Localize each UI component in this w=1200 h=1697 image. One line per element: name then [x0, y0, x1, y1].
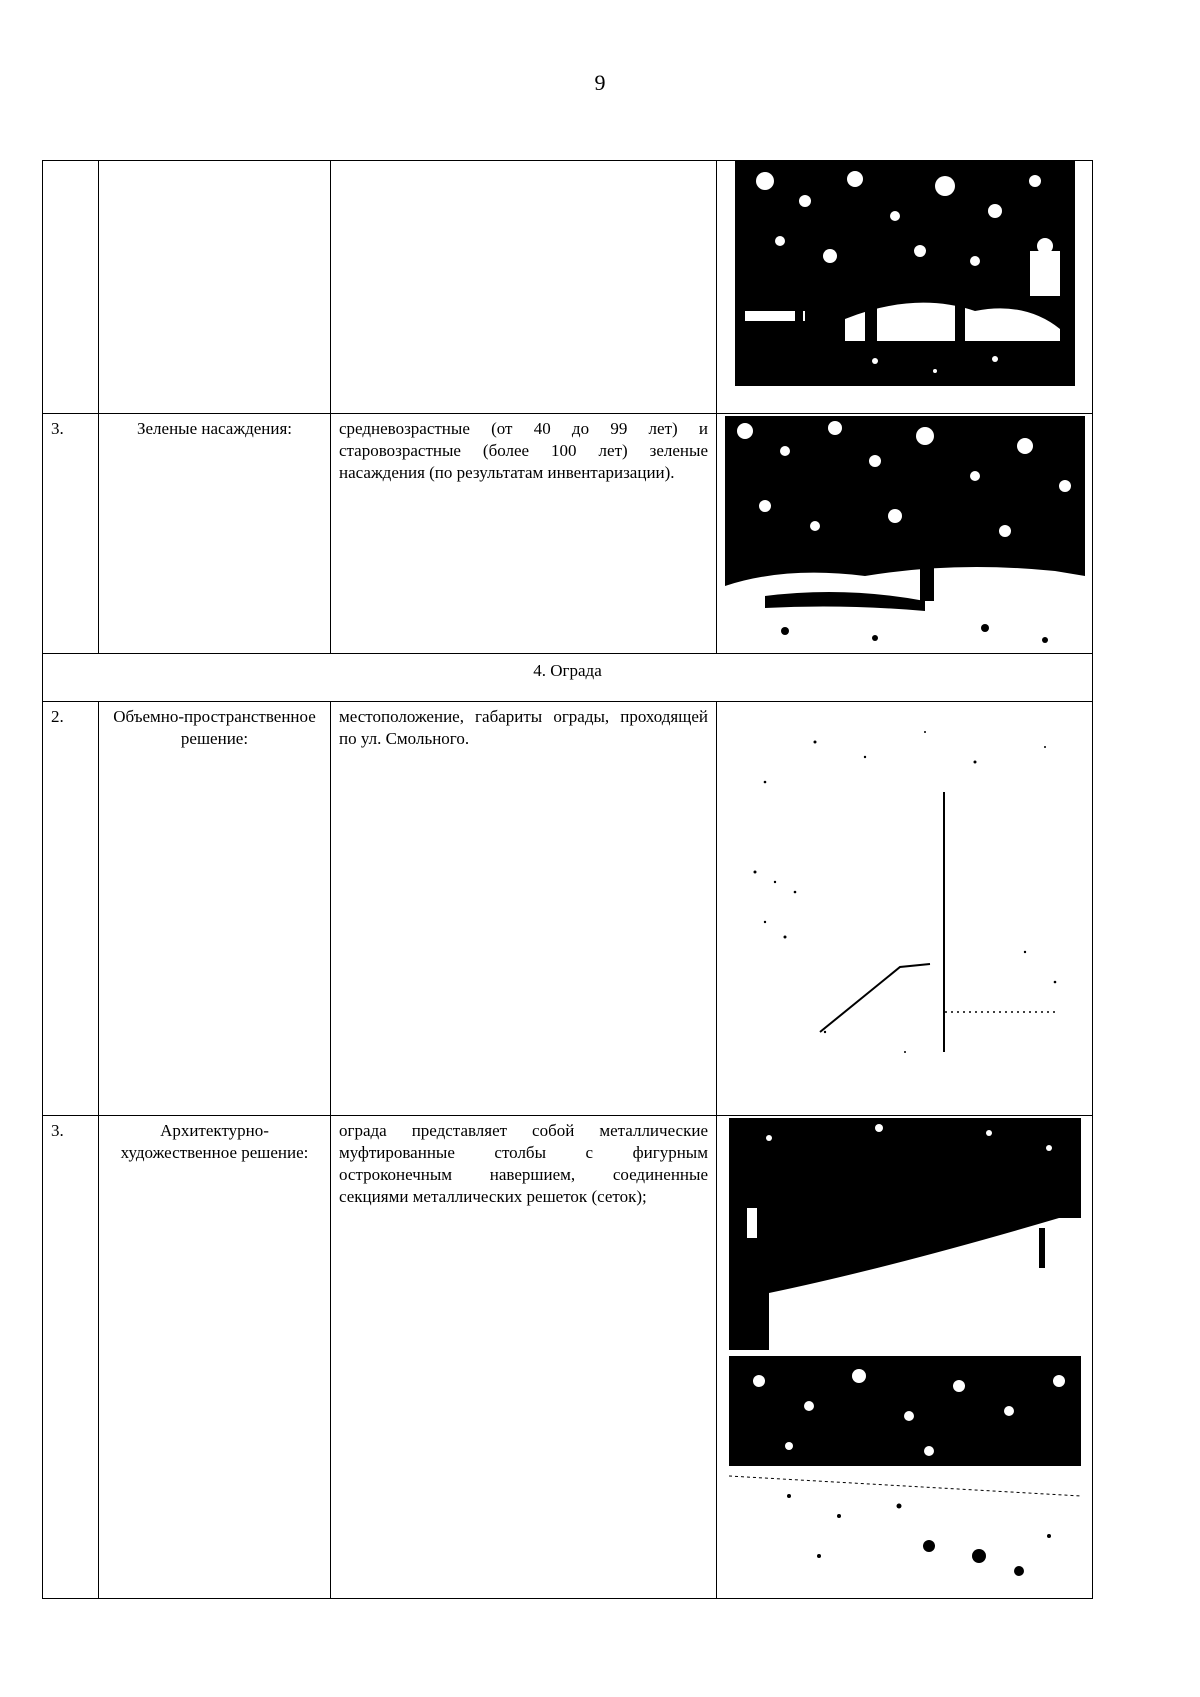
row-description: средневозрастные (от 40 до 99 лет) и старовозрастные (более 100 лет) зеленые насаждения (по результатам инвентаризации). [331, 414, 717, 654]
table-row [43, 1116, 1093, 1599]
photo-cell [717, 161, 1093, 414]
green-spaces-photo [725, 416, 1085, 648]
row-title: Объемно-пространственное решение: [99, 702, 331, 1116]
photo-cell [717, 414, 1093, 654]
table-row [43, 161, 1093, 414]
section-header-row [43, 654, 1093, 702]
fence-snow-photo [725, 702, 1085, 1102]
fence-grating-photo [729, 1356, 1081, 1588]
row-title: Зеленые насаждения: [99, 414, 331, 654]
photo-cell [717, 702, 1093, 1116]
fence-posts-photo [729, 1118, 1081, 1350]
photo-cell [717, 1116, 1093, 1599]
park-trees-photo [735, 161, 1075, 386]
table-row [43, 702, 1093, 1116]
row-number: 3. [43, 414, 99, 654]
row-number: 3. [43, 1116, 99, 1599]
row-description: ограда представляет собой металлические муфтированные столбы с фигурным остроконечным навершием, соединенные секциями металлических решеток (сеток); [331, 1116, 717, 1599]
page-number: 9 [594, 70, 606, 95]
row-number [43, 161, 99, 414]
row-number: 2. [43, 702, 99, 1116]
object-description-table [42, 160, 1093, 1599]
row-title: Архитектурно-художественное решение: [99, 1116, 331, 1599]
table-row [43, 414, 1093, 654]
row-description [331, 161, 717, 414]
row-description: местоположение, габариты ограды, проходящей по ул. Смольного. [331, 702, 717, 1116]
section-title: 4. Ограда [43, 654, 1093, 702]
row-title [99, 161, 331, 414]
